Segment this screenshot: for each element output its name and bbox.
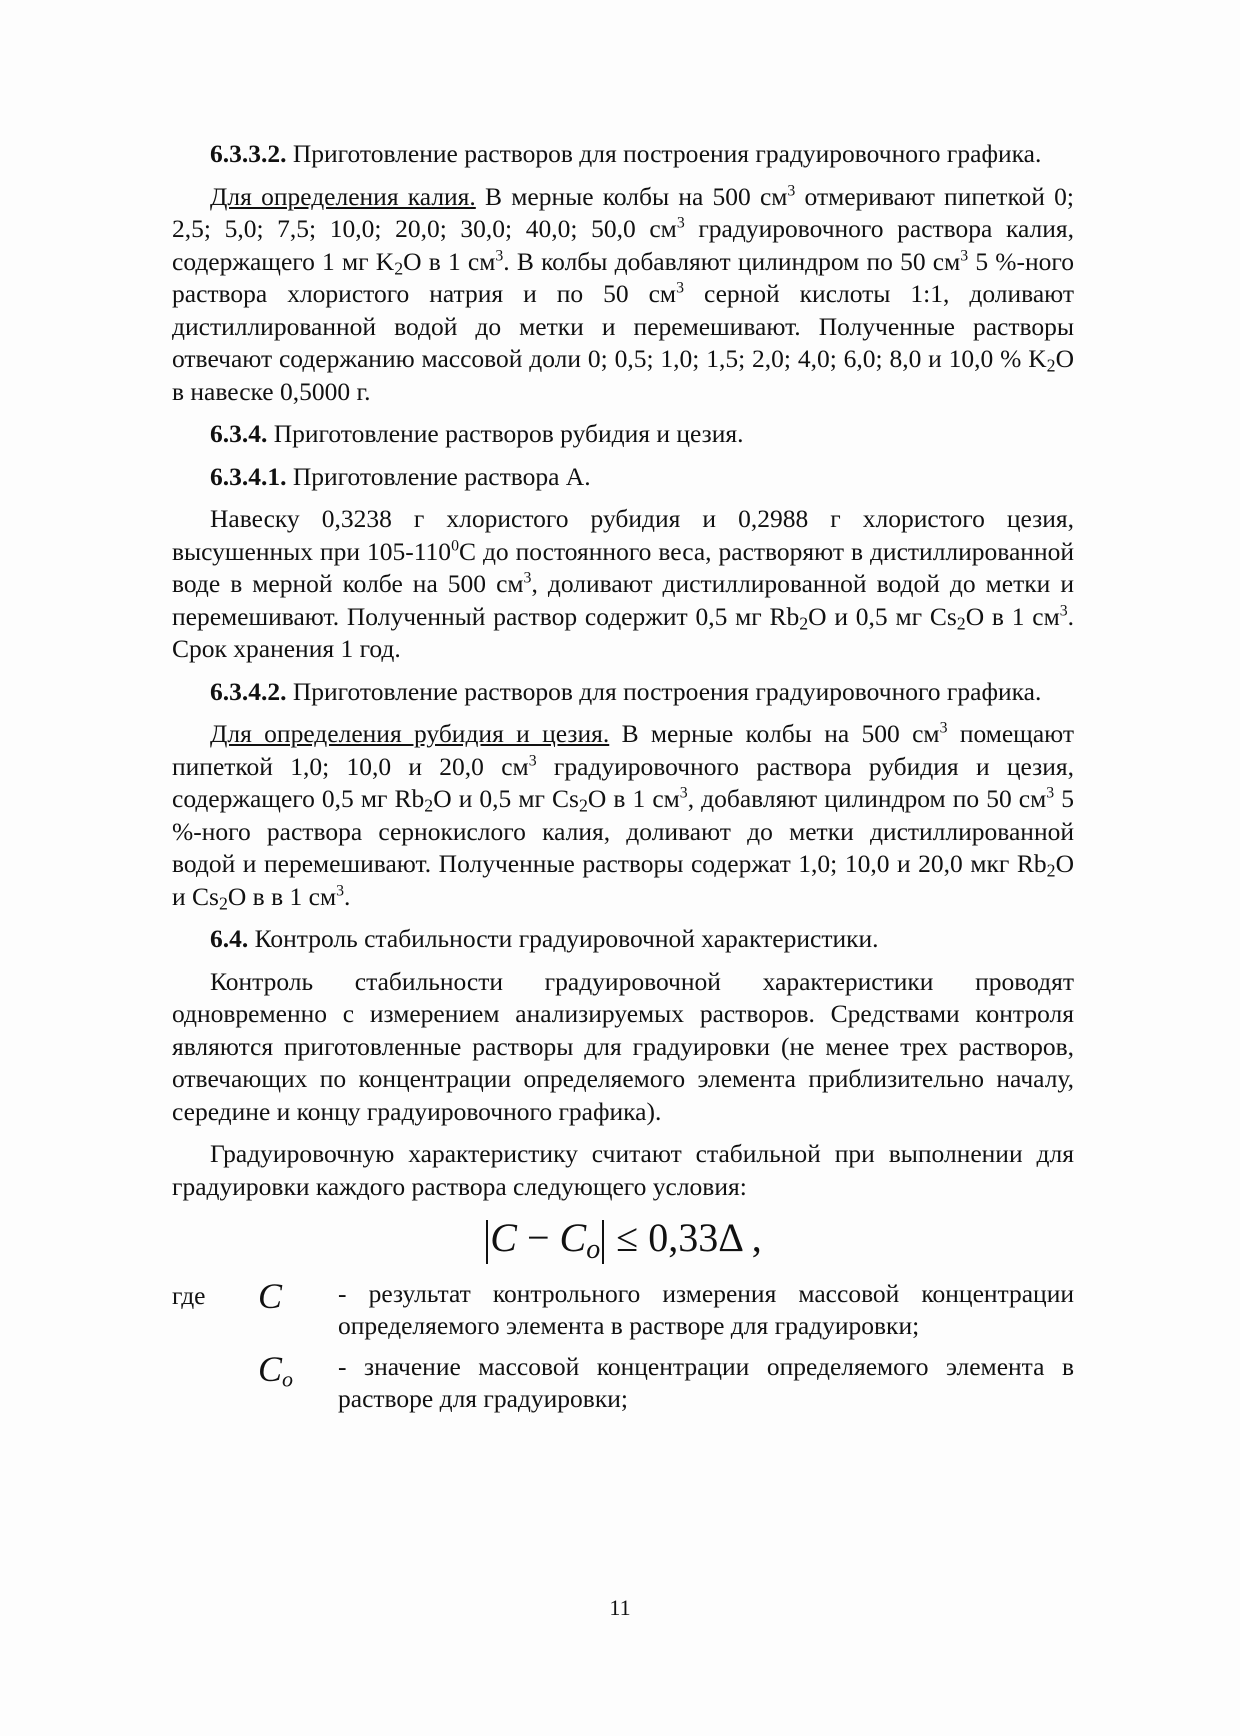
section-number: 6.4. (210, 924, 249, 953)
abs-bar-right (602, 1220, 604, 1264)
section-title: Приготовление раствора А. (286, 461, 591, 491)
text-run: В мерные колбы на 500 см (609, 719, 940, 748)
text-run: O в 1 см (587, 784, 680, 813)
text-run: помещают пипеткой 1,0; 10,0 и 20,0 см (172, 719, 1074, 781)
paragraph-stability-condition: Градуировочную характеристику считают стабильной при выполнении для градуировки каждого раствора следующего условия: (172, 1139, 1074, 1201)
definition-text: - результат контрольного измерения массовой концентрации определяемого элемента в растворе для градуировки; (338, 1278, 1074, 1341)
superscript: 3 (787, 182, 796, 200)
paragraph-6-3-4-2 (172, 676, 1074, 709)
stability-formula (172, 1213, 1074, 1264)
symbol-subscript: o (282, 1366, 294, 1392)
section-number: 6.3.4.1. (210, 461, 287, 491)
text-run: . Срок хранения 1 год. (172, 601, 1074, 663)
text-run: отмеривают пипеткой 0; 2,5; 5,0; 7,5; 10,0; 20,0; 30,0; 40,0; 50,0 см (172, 181, 1074, 243)
text-run: градуировочного раствора калия, содержащего 1 мг K (172, 214, 1074, 276)
text-run: O в 1 см (965, 601, 1060, 631)
where-label-spacer (172, 1351, 252, 1353)
subscript: 2 (1046, 860, 1056, 881)
abs-bar-left (486, 1220, 488, 1264)
superscript: 3 (528, 752, 537, 770)
subscript: 2 (218, 892, 228, 913)
superscript: 3 (939, 719, 948, 737)
section-title: Приготовление растворов для построения градуировочного графика. (286, 676, 1042, 706)
where-definitions (172, 1275, 1074, 1416)
subscript: 2 (394, 257, 404, 278)
section-title: Приготовление растворов для построения градуировочного графика. (286, 139, 1042, 168)
superscript: 3 (676, 214, 685, 232)
text-run: O и 0,5 мг Cs (808, 601, 957, 631)
formula-rest: ≤ 0,33Δ , (606, 1215, 762, 1260)
section-title: Контроль стабильности градуировочной характеристики. (248, 924, 879, 953)
paragraph-stability-control: Контроль стабильности градуировочной характеристики проводят одновременно с измерением анализируемых растворов. Средствами контроля являются приготовленные растворы для градуировки (не менее трех растворов, отвечающих по концентрации определяемого элемента приблизительно началу, середине и концу градуировочного графика). (172, 966, 1074, 1126)
superscript: 3 (336, 882, 344, 900)
text-run: . В колбы добавляют цилиндром по 50 см (503, 246, 961, 276)
section-title: Приготовление растворов рубидия и цезия. (267, 419, 744, 448)
text-run: Навеску 0,3238 г хлористого рубидия и 0,2988 г хлористого цезия, высушенных при 105-110 (172, 504, 1074, 566)
formula-c: C (490, 1215, 517, 1260)
subscript: 2 (1046, 355, 1056, 376)
text-run: O в навеске 0,5000 г. (172, 344, 1074, 406)
superscript: 3 (676, 279, 684, 297)
text-run: серной кислоты 1:1, доливают дистиллированной водой до метки и перемешивают. Полученные растворы отвечают содержанию массовой доли 0; 0,5; 1,0; 1,5; 2,0; 4,0; 6,0; 8,0 и 10,0 % K (172, 279, 1075, 373)
formula-minus: − (516, 1215, 560, 1260)
text-run: , доливают дистиллированной водой до метки и перемешивают. Полученный раствор содержит 0,5 мг Rb (172, 569, 1074, 631)
formula-c0-subscript: o (586, 1234, 601, 1265)
subscript: 2 (424, 795, 434, 816)
text-run: градуировочного раствора рубидия и цезия, содержащего 0,5 мг Rb (172, 751, 1074, 813)
text-run: , добавляют цилиндром по 50 см (687, 784, 1047, 813)
superscript: 3 (495, 247, 504, 265)
text-run: O в 1 см (403, 246, 496, 276)
superscript: 3 (960, 247, 969, 265)
page-number: 11 (609, 1595, 631, 1620)
text-run: C до постоянного веса, растворяют в дистиллированной воде в мерной колбе на 500 см (172, 536, 1074, 598)
subscript: 2 (799, 612, 809, 633)
underlined-lead: Для определения калия. (210, 181, 476, 211)
section-number: 6.3.4.2. (210, 676, 287, 706)
paragraph-potassium (172, 181, 1074, 409)
paragraph-6-3-4-1 (172, 461, 1074, 494)
text-run: O в в 1 см (227, 881, 337, 911)
definition-symbol (252, 1348, 338, 1392)
paragraph-6-3-4 (172, 418, 1074, 451)
paragraph-6-3-3-2 (172, 138, 1074, 171)
page-content (172, 138, 1074, 1424)
definition-row (172, 1348, 1074, 1416)
text-run: В мерные колбы на 500 см (475, 181, 788, 211)
superscript: 3 (1059, 602, 1068, 620)
text-run: O и Cs (172, 849, 1074, 911)
text-run: . (344, 881, 351, 911)
underlined-lead: Для определения рубидия и цезия. (210, 719, 610, 748)
subscript: 2 (578, 795, 588, 816)
superscript: 3 (523, 569, 532, 587)
section-number: 6.3.4. (210, 419, 268, 448)
text-run: O и 0,5 мг Cs (433, 784, 579, 813)
text-run: 5 %-ного раствора сернокислого калия, доливают до метки дистиллированной водой и перемешивают. Полученные растворы содержат 1,0; 10,0 и 20,0 мкг Rb (172, 784, 1074, 878)
symbol-base: C (258, 1348, 283, 1389)
paragraph-solution-a (172, 503, 1074, 666)
where-label: где (172, 1280, 206, 1310)
symbol-base: C (258, 1275, 283, 1316)
definition-symbol (252, 1275, 338, 1316)
text-run: 5 %-ного раствора хлористого натрия и по 50 см (172, 246, 1074, 308)
subscript: 2 (956, 612, 966, 633)
paragraph-6-4 (172, 923, 1074, 956)
definition-row (172, 1275, 1074, 1343)
paragraph-rubidium-cesium (172, 718, 1074, 913)
formula-c0: C (559, 1215, 587, 1260)
section-number: 6.3.3.2. (210, 139, 287, 168)
superscript: 0 (451, 537, 459, 555)
superscript: 3 (1046, 784, 1055, 802)
definition-text: - значение массовой концентрации определяемого элемента в растворе для градуировки; (338, 1351, 1074, 1414)
superscript: 3 (679, 784, 688, 802)
